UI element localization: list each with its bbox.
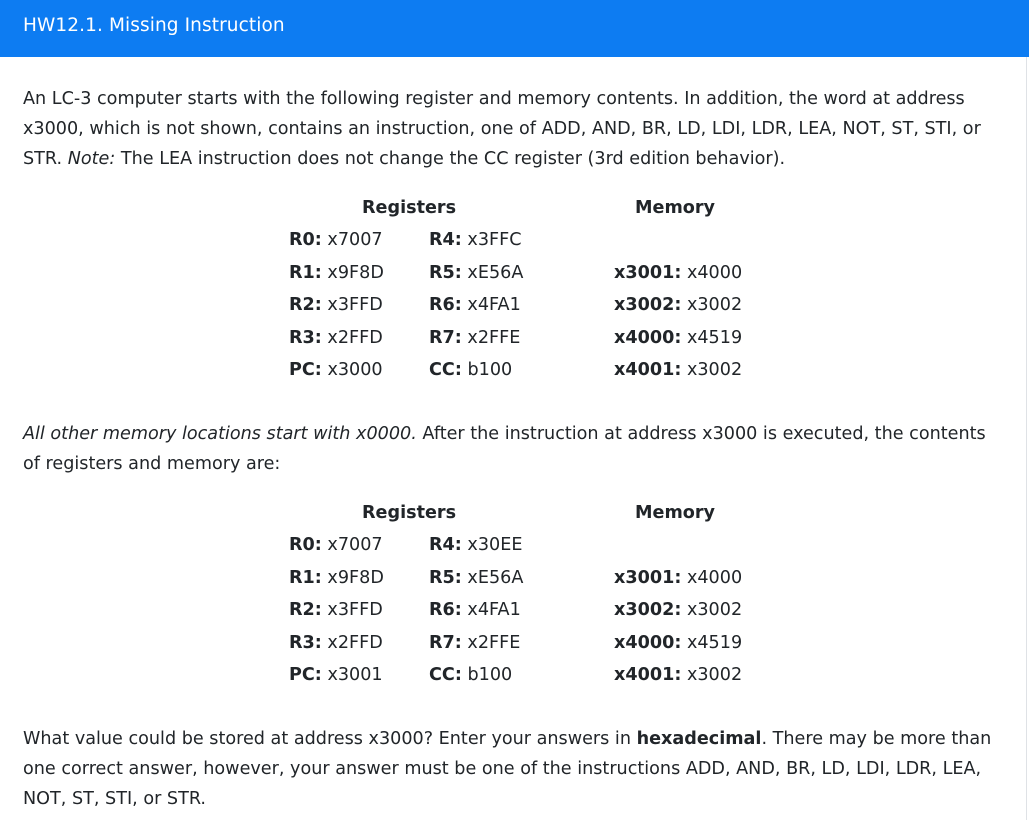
register-entry-value: x3001 bbox=[327, 665, 383, 685]
register-entry bbox=[289, 568, 384, 588]
register-entry-name: CC: bbox=[429, 665, 462, 685]
memory-entry-name: x3001: bbox=[614, 262, 682, 283]
note-label: Note: bbox=[67, 149, 116, 169]
register-entry-name: R6: bbox=[429, 295, 462, 315]
memory-entry-value: x4000 bbox=[686, 262, 743, 283]
register-entry bbox=[429, 328, 520, 348]
register-entry bbox=[289, 665, 383, 685]
register-entry bbox=[289, 535, 383, 555]
register-entry-value: x2FFE bbox=[467, 327, 521, 348]
register-entry-name: R3: bbox=[289, 327, 322, 348]
register-entry-value: x2FFD bbox=[327, 632, 383, 653]
memory-entry-value: x3002 bbox=[686, 360, 743, 380]
memory-entry-name: x4000: bbox=[614, 327, 682, 348]
question-header bbox=[0, 0, 1029, 57]
memory-entry-name: x4001: bbox=[614, 360, 682, 380]
register-entry-name: R0: bbox=[289, 535, 322, 555]
middle-text: After the instruction at address x3000 is executed, the contents of registers and memory are: bbox=[23, 424, 986, 474]
registers-heading: Registers bbox=[362, 503, 457, 523]
memory-entry bbox=[614, 665, 742, 685]
register-entry bbox=[289, 600, 383, 620]
register-entry-name: R5: bbox=[429, 567, 462, 588]
register-entry-value: x3FFC bbox=[467, 230, 522, 250]
register-entry bbox=[289, 328, 383, 348]
register-entry-value: xE56A bbox=[467, 567, 524, 588]
register-entry-value: b100 bbox=[467, 665, 513, 685]
memory-entry-value: x4519 bbox=[686, 327, 743, 348]
register-entry-value: xE56A bbox=[467, 262, 524, 283]
memory-entry-value: x4519 bbox=[686, 632, 743, 653]
register-entry-value: x7007 bbox=[327, 230, 383, 250]
memory-entry-value: x3002 bbox=[686, 295, 743, 315]
memory-entry-name: x3001: bbox=[614, 567, 682, 588]
register-entry bbox=[289, 230, 383, 250]
memory-entry-value: x3002 bbox=[686, 600, 743, 620]
intro-text: An LC-3 computer starts with the following register and memory contents. In addition, the word at address x3000, which is not shown, contains an instruction, one of ADD, AND, BR, LD, LDI, LDR, LEA, NOT, ST, STI, or STR. bbox=[23, 89, 981, 169]
memory-entry-value: x3002 bbox=[686, 665, 743, 685]
intro-paragraph bbox=[23, 84, 1005, 174]
note-text: The LEA instruction does not change the CC register (3rd edition behavior). bbox=[115, 149, 786, 169]
register-entry-name: R1: bbox=[289, 262, 322, 283]
memory-entry bbox=[614, 568, 742, 588]
register-entry-value: x3FFD bbox=[327, 295, 383, 315]
register-entry bbox=[429, 230, 522, 250]
register-entry-value: x7007 bbox=[327, 535, 383, 555]
register-entry-name: R2: bbox=[289, 600, 322, 620]
register-entry bbox=[289, 633, 383, 653]
register-entry-name: R7: bbox=[429, 327, 462, 348]
memory-entry-name: x4000: bbox=[614, 632, 682, 653]
register-entry bbox=[289, 295, 383, 315]
register-entry bbox=[289, 263, 384, 283]
memory-entry bbox=[614, 633, 742, 653]
register-entry-value: x4FA1 bbox=[467, 600, 521, 620]
memory-entry-name: x4001: bbox=[614, 665, 682, 685]
register-entry bbox=[429, 568, 523, 588]
register-entry-name: PC: bbox=[289, 665, 322, 685]
middle-italic-text: All other memory locations start with x0000. bbox=[23, 424, 417, 444]
register-entry-name: R2: bbox=[289, 295, 322, 315]
hexadecimal-emphasis: hexadecimal bbox=[636, 729, 762, 749]
register-entry-value: x9F8D bbox=[327, 262, 384, 283]
memory-entry-name: x3002: bbox=[614, 295, 682, 315]
memory-entry-name: x3002: bbox=[614, 600, 682, 620]
register-entry-value: x9F8D bbox=[327, 567, 384, 588]
memory-entry bbox=[614, 295, 742, 315]
middle-paragraph bbox=[23, 419, 1005, 479]
register-entry bbox=[429, 360, 512, 380]
memory-heading: Memory bbox=[635, 503, 716, 523]
register-entry-value: x3000 bbox=[327, 360, 383, 380]
register-entry-value: x3FFD bbox=[327, 600, 383, 620]
memory-entry bbox=[614, 328, 742, 348]
register-entry-name: R4: bbox=[429, 230, 462, 250]
question-paragraph bbox=[23, 724, 1005, 814]
question-text-end: . There may be more than one correct answer, however, your answer must be one of the instructions ADD, AND, BR, LD, LDI, LDR, LEA, NOT, ST, STI, or STR. bbox=[23, 729, 992, 809]
register-entry bbox=[429, 263, 523, 283]
register-entry bbox=[429, 600, 521, 620]
memory-entry-value: x4000 bbox=[686, 567, 743, 588]
register-entry-name: CC: bbox=[429, 360, 462, 380]
register-entry bbox=[429, 633, 520, 653]
registers-heading: Registers bbox=[362, 198, 457, 218]
question-text: What value could be stored at address x3000? Enter your answers in bbox=[23, 729, 637, 749]
register-entry-value: b100 bbox=[467, 360, 513, 380]
register-entry-value: x2FFE bbox=[467, 632, 521, 653]
question-title: HW12.1. Missing Instruction bbox=[23, 15, 285, 36]
register-entry bbox=[429, 295, 521, 315]
register-entry-value: x30EE bbox=[467, 535, 523, 555]
memory-entry bbox=[614, 360, 742, 380]
register-entry-name: R5: bbox=[429, 262, 462, 283]
register-entry-name: R0: bbox=[289, 230, 322, 250]
register-entry-name: R3: bbox=[289, 632, 322, 653]
register-entry bbox=[429, 535, 522, 555]
register-entry-name: R1: bbox=[289, 567, 322, 588]
register-entry bbox=[429, 665, 512, 685]
memory-heading: Memory bbox=[635, 198, 716, 218]
register-entry-name: R7: bbox=[429, 632, 462, 653]
register-entry-name: PC: bbox=[289, 360, 322, 380]
register-entry bbox=[289, 360, 383, 380]
register-entry-value: x2FFD bbox=[327, 327, 383, 348]
memory-entry bbox=[614, 600, 742, 620]
register-entry-name: R4: bbox=[429, 535, 462, 555]
memory-entry bbox=[614, 263, 742, 283]
register-entry-name: R6: bbox=[429, 600, 462, 620]
register-entry-value: x4FA1 bbox=[467, 295, 521, 315]
